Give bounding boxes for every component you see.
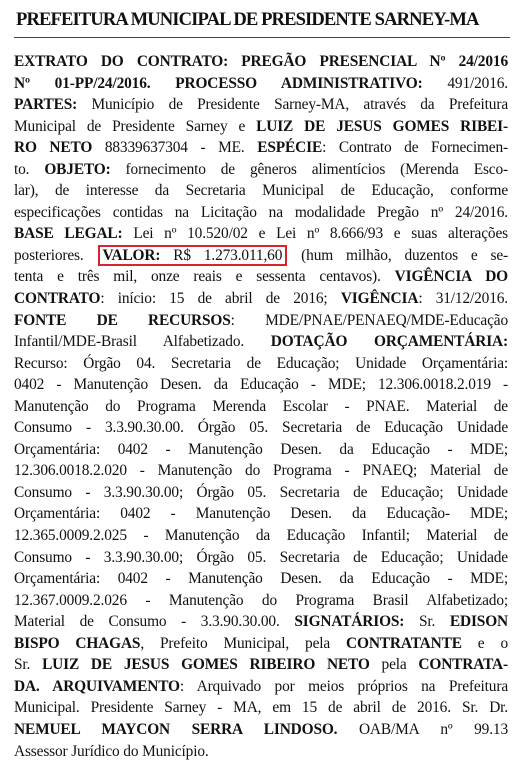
- text-segment: : 31/12/2016.: [418, 290, 509, 308]
- text-segment: 491/2016.: [422, 74, 508, 92]
- text-segment: RO NETO: [14, 139, 93, 157]
- text-segment: Consumo - 3.3.90.30.00; Órgão 05. Secretaria de Educação; Unidade: [14, 483, 508, 501]
- text-segment: : início: 15 de abril de 2016;: [100, 290, 341, 308]
- text-segment: : MDE/PNAE/PENAEQ/MDE-Educação: [230, 311, 509, 329]
- text-line: [14, 503, 508, 525]
- text-line: [14, 482, 508, 504]
- text-line: [14, 396, 508, 418]
- text-segment: PARTES:: [14, 96, 78, 114]
- text-segment: Consumo - 3.3.90.30.00. Órgão 05. Secretaria de Educação Unidade: [14, 419, 508, 437]
- text-line: [14, 417, 508, 439]
- text-segment: Municipal de Presidente Sarney e: [14, 117, 257, 135]
- text-line: [14, 719, 508, 741]
- text-line: [14, 94, 508, 116]
- text-segment: 12.306.0018.2.020 - Manutenção do Programa - PNAEQ; Material de: [14, 462, 508, 480]
- text-line: [14, 590, 508, 612]
- text-segment: : Arquivado por meios próprios na Prefeitura: [179, 677, 508, 695]
- text-segment: SIGNATÁRIOS:: [294, 613, 405, 631]
- text-segment: NEMUEL MAYCON SERRA LINDOSO.: [14, 720, 338, 738]
- text-line: [14, 159, 508, 181]
- text-segment: VIGÊNCIA DO: [394, 268, 509, 286]
- text-line: [14, 460, 508, 482]
- text-line: [14, 353, 508, 375]
- text-segment: Manutenção do Programa Merenda Escolar - PNAE. Material de: [14, 397, 508, 415]
- text-segment: (hum milhão, duzentos e se-: [288, 246, 508, 264]
- text-segment: Recurso: Órgão 04. Secretaria de Educação; Unidade Orçamentária:: [14, 354, 508, 372]
- text-segment: Municipal. Presidente Sarney - MA, em 15 de abril de 2016. Sr. Dr.: [14, 699, 508, 717]
- text-line: [14, 116, 508, 138]
- text-line: [14, 547, 508, 569]
- contract-extract: [14, 51, 508, 762]
- text-line: [14, 568, 508, 590]
- text-segment: 12.365.0009.2.025 - Manutenção da Educação Infantil; Material de: [14, 527, 508, 545]
- text-segment: 12.367.0009.2.026 - Manutenção do Programa Brasil Alfabetizado;: [14, 591, 508, 609]
- text-line: [14, 73, 508, 95]
- text-segment: pela: [369, 656, 419, 674]
- text-segment: LUIZ DE JESUS GOMES RIBEI-: [256, 117, 508, 135]
- text-line: [14, 245, 508, 267]
- text-segment: BISPO CHAGAS: [14, 634, 141, 652]
- text-segment: VIGÊNCIA: [340, 290, 419, 308]
- text-line: [14, 266, 508, 288]
- contract-value: VALOR:: [102, 246, 161, 264]
- text-segment: fornecimento de gêneros alimentícios (Merenda Esco-: [110, 160, 508, 178]
- text-segment: Orçamentária: 0402 - Manutenção Desen. da Educação - MDE;: [14, 440, 508, 458]
- text-segment: lar), de interesse da Secretaria Municipal de Educação, conforme: [14, 182, 508, 200]
- text-segment: CONTRATANTE: [346, 634, 462, 652]
- text-segment: Orçamentária: 0402 - Manutenção Desen. da Educação- MDE;: [14, 505, 508, 523]
- text-segment: tenta e três mil, onze reais e sessenta centavos).: [14, 268, 395, 286]
- text-segment: posteriores.: [14, 246, 97, 264]
- text-line: [14, 223, 508, 245]
- text-segment: Material de Consumo - 3.3.90.30.00.: [14, 613, 295, 631]
- text-line: [14, 741, 508, 763]
- page-title: PREFEITURA MUNICIPAL DE PRESIDENTE SARNEY-MA: [16, 9, 479, 30]
- text-segment: BASE LEGAL:: [14, 225, 123, 243]
- text-line: [14, 525, 508, 547]
- text-segment: e o: [461, 634, 508, 652]
- text-segment: DOTAÇÃO ORÇAMENTÁRIA:: [270, 333, 508, 351]
- text-segment: Município de Presidente Sarney-MA, através da Prefeitura: [77, 96, 508, 114]
- text-segment: EXTRATO DO CONTRATO: PREGÃO PRESENCIAL Nº 24/2016: [14, 53, 508, 70]
- text-segment: Lei nº 10.520/02 e Lei nº 8.666/93 e suas alterações: [122, 225, 508, 243]
- text-line: [14, 697, 508, 719]
- text-line: [14, 288, 508, 310]
- text-line: [14, 654, 508, 676]
- text-segment: FONTE DE RECURSOS: [14, 311, 231, 329]
- text-line: [14, 180, 508, 202]
- text-segment: DA. ARQUIVAMENTO: [14, 677, 180, 695]
- text-segment: Sr.: [14, 656, 43, 674]
- text-segment: , Prefeito Municipal, pela: [140, 634, 347, 652]
- contract-value: R$ 1.273.011,60: [160, 246, 283, 264]
- text-segment: : Contrato de Fornecimen-: [322, 139, 509, 157]
- text-line: [14, 633, 508, 655]
- text-line: [14, 202, 508, 224]
- text-line: [14, 137, 508, 159]
- text-line: [14, 331, 508, 353]
- text-line: [14, 51, 508, 73]
- text-segment: EDISON: [449, 613, 508, 631]
- text-segment: to.: [14, 160, 45, 178]
- text-segment: Consumo - 3.3.90.30.00; Órgão 05. Secretaria de Educação; Unidade: [14, 548, 508, 566]
- text-segment: OAB/MA nº 99.13: [337, 720, 508, 738]
- text-segment: Orçamentária: 0402 - Manutenção Desen. da Educação - MDE;: [14, 570, 508, 588]
- text-segment: 0402 - Manutenção Desen. da Educação - MDE; 12.306.0018.2.019 -: [14, 376, 508, 394]
- text-line: [14, 611, 508, 633]
- text-segment: Infantil/MDE-Brasil Alfabetizado.: [14, 333, 271, 351]
- text-segment: Assessor Jurídico do Município.: [14, 742, 209, 760]
- text-line: [14, 310, 508, 332]
- value-highlight-box: [98, 245, 288, 266]
- text-segment: especificações contidas na Licitação na modalidade Pregão nº 24/2016.: [14, 203, 508, 221]
- text-segment: CONTRATA-: [418, 656, 508, 674]
- text-segment: Sr.: [404, 613, 450, 631]
- text-segment: OBJETO:: [44, 160, 111, 178]
- text-segment: 88339637304 - ME.: [92, 139, 258, 157]
- text-segment: LUIZ DE JESUS GOMES RIBEIRO NETO: [42, 656, 370, 674]
- text-line: [14, 439, 508, 461]
- text-line: [14, 374, 508, 396]
- header-divider: [14, 37, 510, 38]
- text-line: [14, 676, 508, 698]
- text-segment: ESPÉCIE: [257, 139, 323, 157]
- text-segment: Nº 01-PP/24/2016. PROCESSO ADMINISTRATIVO:: [14, 74, 423, 92]
- text-segment: CONTRATO: [14, 290, 101, 308]
